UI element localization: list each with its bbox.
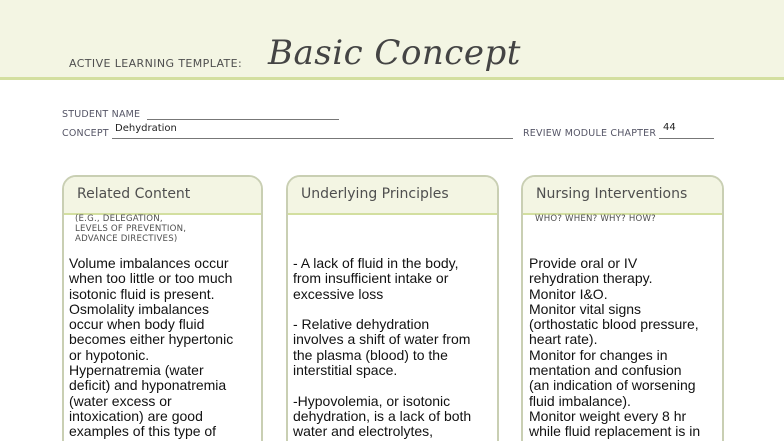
nursing-interventions-heading: Nursing Interventions bbox=[523, 177, 722, 215]
concept-value: Dehydration bbox=[115, 123, 177, 134]
related-content-text[interactable]: Volume imbalances occur when too little or too much isotonic fluid is present. Osmolality imbalances occur when body fluid becomes either hypertonic or hypotonic. Hypernatremia (water deficit) and hyponatremia (water excess or intoxication) are good examples of this type of bbox=[69, 255, 234, 440]
concept-label: CONCEPT bbox=[62, 128, 109, 139]
student-name-line[interactable] bbox=[147, 110, 339, 120]
review-module-field[interactable] bbox=[523, 128, 714, 139]
nursing-interventions-text[interactable]: Provide oral or IV rehydration therapy. Monitor I&O. Monitor vital signs (orthostatic blood pressure, heart rate). Monitor for changes in mentation and confusion (an indication of worsening fluid imbalance). Monitor weight every 8 hr while fluid replacement is in bbox=[529, 255, 701, 440]
student-name-field[interactable] bbox=[62, 109, 339, 120]
template-label: ACTIVE LEARNING TEMPLATE: bbox=[69, 57, 243, 70]
review-module-value: 44 bbox=[663, 122, 676, 133]
review-module-label: REVIEW MODULE CHAPTER bbox=[523, 128, 657, 139]
nursing-interventions-subheading: WHO? WHEN? WHY? HOW? bbox=[535, 214, 656, 224]
related-content-heading: Related Content bbox=[64, 177, 261, 215]
related-content-subheading: (E.G., DELEGATION, LEVELS OF PREVENTION, ADVANCE DIRECTIVES) bbox=[75, 214, 187, 244]
page-title: Basic Concept bbox=[268, 33, 521, 73]
underlying-principles-heading: Underlying Principles bbox=[288, 177, 497, 215]
underlying-principles-text[interactable]: - A lack of fluid in the body, from insufficient intake or excessive loss - Relative dehydration involves a shift of water from the plasma (blood) to the interstitial space. -Hypovolemia, or isotonic dehydration, is a lack of both water and electrolytes, bbox=[293, 255, 472, 440]
student-name-label: STUDENT NAME bbox=[62, 109, 141, 120]
